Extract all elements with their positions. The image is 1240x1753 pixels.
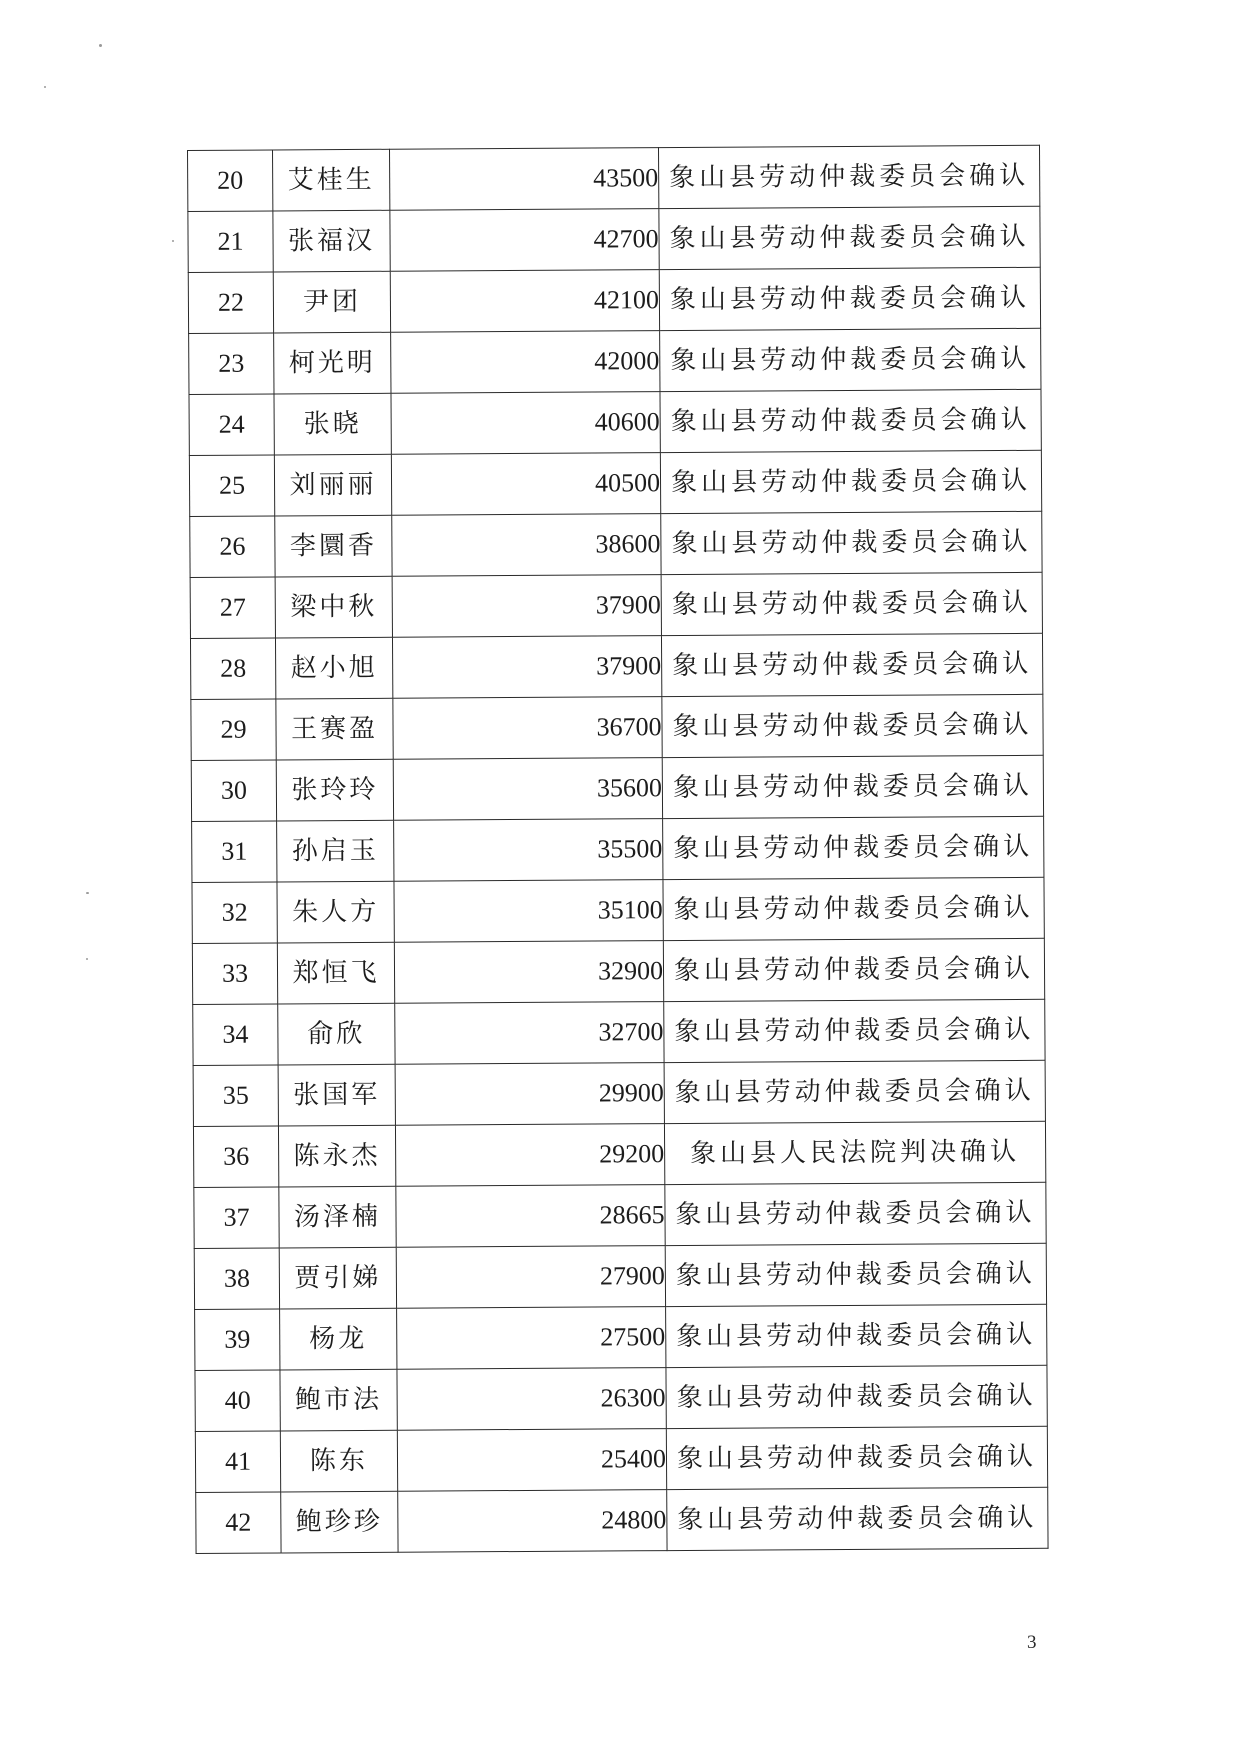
document-table-container [187,145,1049,1554]
amount-cell: 35600 [393,758,662,821]
table-row [189,450,1041,516]
table-row [196,1487,1048,1553]
confirmation-basis-cell: 象山县劳动仲裁委员会确认 [660,389,1041,452]
amount-cell: 35100 [394,880,663,943]
row-number-cell: 32 [192,882,277,944]
row-number-cell: 25 [189,455,274,517]
claimant-name-cell: 汤泽楠 [279,1186,396,1248]
row-number-cell: 22 [188,272,273,334]
row-number-cell: 36 [193,1126,278,1188]
confirmation-basis-cell: 象山县人民法院判决确认 [664,1121,1045,1184]
claimant-name-cell: 杨龙 [280,1308,397,1370]
row-number-cell: 40 [195,1370,280,1432]
table-row [188,267,1040,333]
table-row [195,1426,1047,1492]
table-row [189,328,1041,394]
amount-cell: 37900 [392,636,661,699]
amount-cell: 42700 [390,209,659,272]
scan-speck [44,86,46,88]
claimant-name-cell: 梁中秋 [275,576,392,638]
table-row [193,1121,1045,1187]
claimant-name-cell: 郑恒飞 [277,942,394,1004]
row-number-cell: 28 [190,638,275,700]
confirmation-basis-cell: 象山县劳动仲裁委员会确认 [666,1304,1047,1367]
amount-cell: 40600 [391,392,660,455]
row-number-cell: 29 [191,699,276,761]
confirmation-basis-cell: 象山县劳动仲裁委员会确认 [664,1060,1045,1123]
claimant-name-cell: 王赛盈 [276,698,393,760]
claimant-name-cell: 张晓 [274,393,391,455]
table-row [190,633,1042,699]
row-number-cell: 35 [193,1065,278,1127]
row-number-cell: 27 [190,577,275,639]
table-row [190,572,1042,638]
confirmation-basis-cell: 象山县劳动仲裁委员会确认 [665,1182,1046,1245]
confirmation-basis-cell: 象山县劳动仲裁委员会确认 [662,694,1043,757]
row-number-cell: 38 [194,1248,279,1310]
table-row [188,206,1040,272]
claimant-name-cell: 孙启玉 [277,820,394,882]
amount-cell: 40500 [391,453,660,516]
table-row [195,1304,1047,1370]
claimant-name-cell: 贾引娣 [279,1247,396,1309]
amount-cell: 27500 [397,1307,666,1370]
wage-claim-table [187,145,1049,1554]
row-number-cell: 37 [194,1187,279,1249]
claimant-name-cell: 张福汉 [273,210,390,272]
row-number-cell: 42 [196,1492,281,1554]
amount-cell: 32900 [394,941,663,1004]
amount-cell: 37900 [392,575,661,638]
amount-cell: 26300 [397,1368,666,1431]
confirmation-basis-cell: 象山县劳动仲裁委员会确认 [659,206,1040,269]
row-number-cell: 26 [190,516,275,578]
row-number-cell: 34 [193,1004,278,1066]
claimant-name-cell: 张玲玲 [276,759,393,821]
row-number-cell: 24 [189,394,274,456]
table-body [188,145,1049,1553]
amount-cell: 29200 [395,1124,664,1187]
table-row [192,877,1044,943]
amount-cell: 36700 [393,697,662,760]
claimant-name-cell: 朱人方 [277,881,394,943]
row-number-cell: 41 [195,1431,280,1493]
claimant-name-cell: 陈东 [280,1430,397,1492]
page-number: 3 [1027,1632,1037,1653]
confirmation-basis-cell: 象山县劳动仲裁委员会确认 [660,328,1041,391]
amount-cell: 38600 [392,514,661,577]
table-row [193,1060,1045,1126]
amount-cell: 32700 [395,1002,664,1065]
claimant-name-cell: 李圜香 [275,515,392,577]
claimant-name-cell: 俞欣 [278,1003,395,1065]
table-row [194,1243,1046,1309]
claimant-name-cell: 鲍珍珍 [281,1491,398,1553]
row-number-cell: 30 [191,760,276,822]
claimant-name-cell: 鲍市法 [280,1369,397,1431]
table-row [190,511,1042,577]
confirmation-basis-cell: 象山县劳动仲裁委员会确认 [661,511,1042,574]
row-number-cell: 31 [192,821,277,883]
table-row [193,999,1045,1065]
table-row [189,389,1041,455]
amount-cell: 43500 [389,148,658,211]
amount-cell: 29900 [395,1063,664,1126]
claimant-name-cell: 赵小旭 [275,637,392,699]
table-row [191,755,1043,821]
confirmation-basis-cell: 象山县劳动仲裁委员会确认 [665,1243,1046,1306]
scan-speck [172,240,174,242]
confirmation-basis-cell: 象山县劳动仲裁委员会确认 [666,1426,1047,1489]
amount-cell: 28665 [396,1185,665,1248]
confirmation-basis-cell: 象山县劳动仲裁委员会确认 [660,450,1041,513]
confirmation-basis-cell: 象山县劳动仲裁委员会确认 [662,755,1043,818]
confirmation-basis-cell: 象山县劳动仲裁委员会确认 [664,999,1045,1062]
amount-cell: 27900 [396,1246,665,1309]
confirmation-basis-cell: 象山县劳动仲裁委员会确认 [659,267,1040,330]
scan-speck [99,44,102,47]
amount-cell: 42100 [390,270,659,333]
confirmation-basis-cell: 象山县劳动仲裁委员会确认 [661,633,1042,696]
claimant-name-cell: 艾桂生 [273,149,390,211]
scan-speck [86,958,88,960]
claimant-name-cell: 柯光明 [274,332,391,394]
table-row [188,145,1040,211]
confirmation-basis-cell: 象山县劳动仲裁委员会确认 [663,816,1044,879]
table-row [195,1365,1047,1431]
row-number-cell: 21 [188,211,273,273]
confirmation-basis-cell: 象山县劳动仲裁委员会确认 [663,938,1044,1001]
table-row [192,938,1044,1004]
amount-cell: 42000 [391,331,660,394]
claimant-name-cell: 陈永杰 [278,1125,395,1187]
table-row [192,816,1044,882]
confirmation-basis-cell: 象山县劳动仲裁委员会确认 [667,1487,1048,1550]
scan-speck [86,892,89,894]
confirmation-basis-cell: 象山县劳动仲裁委员会确认 [658,145,1039,208]
amount-cell: 35500 [394,819,663,882]
amount-cell: 24800 [398,1490,667,1553]
confirmation-basis-cell: 象山县劳动仲裁委员会确认 [663,877,1044,940]
confirmation-basis-cell: 象山县劳动仲裁委员会确认 [666,1365,1047,1428]
table-row [191,694,1043,760]
row-number-cell: 33 [192,943,277,1005]
row-number-cell: 23 [189,333,274,395]
claimant-name-cell: 张国军 [278,1064,395,1126]
row-number-cell: 20 [188,150,273,212]
amount-cell: 25400 [397,1429,666,1492]
table-row [194,1182,1046,1248]
confirmation-basis-cell: 象山县劳动仲裁委员会确认 [661,572,1042,635]
row-number-cell: 39 [195,1309,280,1371]
claimant-name-cell: 刘丽丽 [274,454,391,516]
claimant-name-cell: 尹团 [273,271,390,333]
